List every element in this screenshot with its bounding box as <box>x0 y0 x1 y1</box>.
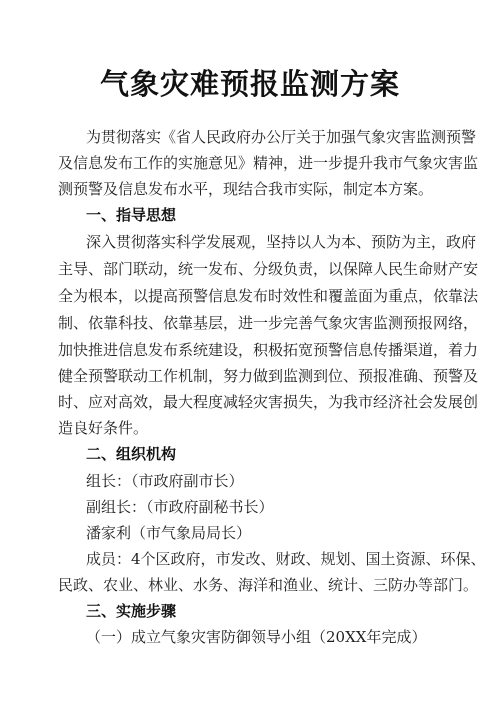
org-line: 副组长：（市政府副秘书长） <box>86 498 274 516</box>
paragraph-line: 健全预警联动工作机制，努力做到监测到位、预报准确、预警及 <box>58 367 479 385</box>
org-line: 成员：4个区政府，市发改、财政、规划、国土资源、环保、 <box>86 550 486 568</box>
section-heading-guiding-ideology: 一、指导思想 <box>86 206 177 224</box>
intro-line: 测预警及信息发布水平，现结合我市实际，制定本方案。 <box>58 180 434 198</box>
paragraph-line: 加快推进信息发布系统建设，积极拓宽预警信息传播渠道，着力 <box>58 341 479 359</box>
section-heading-implementation-steps: 三、实施步骤 <box>86 602 177 620</box>
paragraph-line: 全为根本，以提高预警信息发布时效性和覆盖面为重点，依靠法 <box>58 287 479 305</box>
step-line: （一）成立气象灾害防御领导小组（20XX年完成） <box>86 628 427 646</box>
paragraph-line: 制、依靠科技、依靠基层，进一步完善气象灾害监测预报网络， <box>58 314 479 332</box>
org-line: 潘家利（市气象局局长） <box>86 524 252 542</box>
paragraph-line: 时、应对高效，最大程度减轻灾害损失，为我市经济社会发展创 <box>58 393 479 411</box>
org-line: 组长：（市政府副市长） <box>86 472 244 490</box>
document-title: 气象灾难预报监测方案 <box>99 67 400 101</box>
org-line: 民政、农业、林业、水务、海洋和渔业、统计、三防办等部门。 <box>58 576 479 594</box>
intro-line: 及信息发布工作的实施意见》精神，进一步提升我市气象灾害监 <box>58 154 479 172</box>
section-heading-organization: 二、组织机构 <box>86 445 177 463</box>
paragraph-line: 深入贯彻落实科学发展观，坚持以人为本、预防为主，政府 <box>86 233 477 251</box>
intro-line: 为贯彻落实《省人民政府办公厅关于加强气象灾害监测预警 <box>86 128 477 146</box>
paragraph-line: 主导、部门联动，统一发布、分级负责，以保障人民生命财产安 <box>58 260 479 278</box>
paragraph-line: 造良好条件。 <box>58 419 149 437</box>
